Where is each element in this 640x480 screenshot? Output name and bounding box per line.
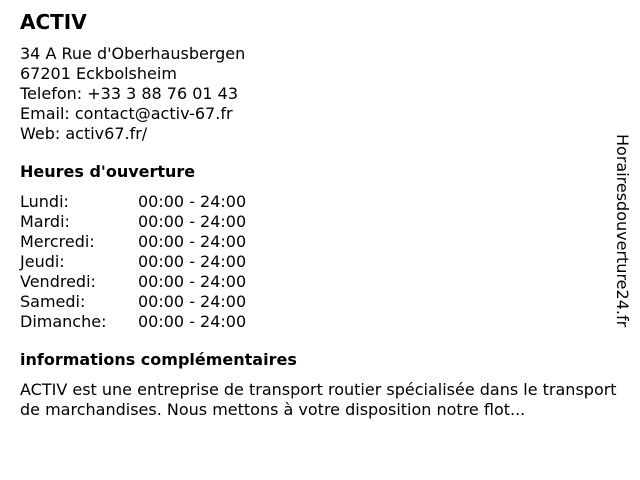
hours-row-thursday xyxy=(20,252,246,272)
business-name: ACTIV xyxy=(20,10,87,34)
time-range: 00:00 - 24:00 xyxy=(138,212,247,231)
day-label: Jeudi: xyxy=(20,252,65,271)
time-range: 00:00 - 24:00 xyxy=(138,312,247,331)
day-label: Dimanche: xyxy=(20,312,107,331)
hours-row-monday xyxy=(20,192,246,212)
hours-row-wednesday xyxy=(20,232,246,252)
time-range: 00:00 - 24:00 xyxy=(138,292,247,311)
time-range: 00:00 - 24:00 xyxy=(138,232,247,251)
phone-line: Telefon: +33 3 88 76 01 43 xyxy=(20,84,239,103)
hours-row-saturday xyxy=(20,292,246,312)
address-city: 67201 Eckbolsheim xyxy=(20,64,177,83)
hours-row-sunday xyxy=(20,312,246,332)
time-range: 00:00 - 24:00 xyxy=(138,192,247,211)
day-label: Samedi: xyxy=(20,292,86,311)
hours-heading: Heures d'ouverture xyxy=(20,162,196,181)
hours-row-friday xyxy=(20,272,246,292)
time-range: 00:00 - 24:00 xyxy=(138,252,247,271)
day-label: Mardi: xyxy=(20,212,70,231)
business-card xyxy=(20,10,620,420)
opening-hours-table xyxy=(20,192,246,332)
day-label: Mercredi: xyxy=(20,232,95,251)
day-label: Lundi: xyxy=(20,192,69,211)
site-watermark: Horairesdouverture24.fr xyxy=(613,134,632,328)
web-line: Web: activ67.fr/ xyxy=(20,124,148,143)
day-label: Vendredi: xyxy=(20,272,96,291)
email-line: Email: contact@activ-67.fr xyxy=(20,104,233,123)
info-heading: informations complémentaires xyxy=(20,350,297,369)
time-range: 00:00 - 24:00 xyxy=(138,272,247,291)
address-street: 34 A Rue d'Oberhausbergen xyxy=(20,44,246,63)
hours-row-tuesday xyxy=(20,212,246,232)
info-description: ACTIV est une entreprise de transport routier spécialisée dans le transport de marchandises. Nous mettons à votre disposition notre flot... xyxy=(20,380,617,419)
